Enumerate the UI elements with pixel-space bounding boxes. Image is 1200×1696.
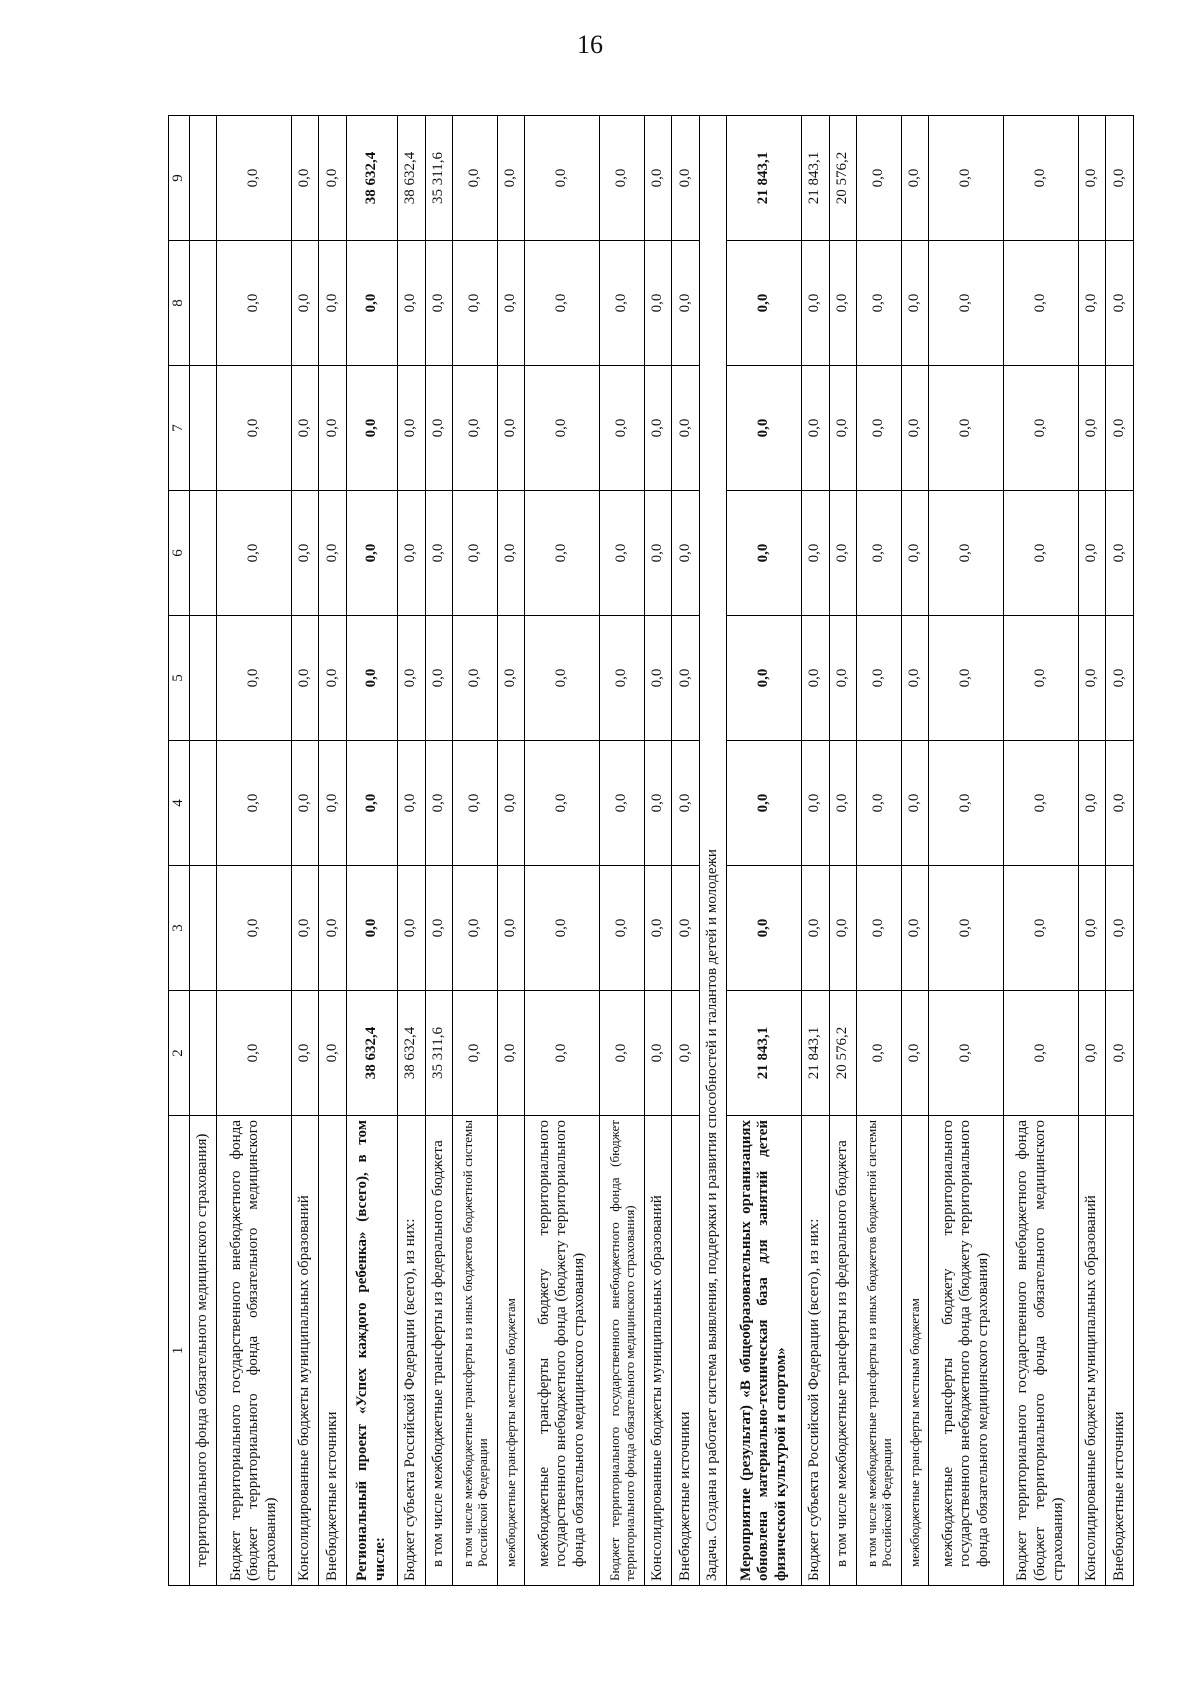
value-cell-col-2: 0,0 [525,991,600,1116]
value-cell-col-7 [189,366,217,491]
row-label: Внебюджетные источники [672,1116,700,1586]
value-cell-col-3: 0,0 [525,866,600,991]
table-row [727,116,802,1586]
value-cell-col-7: 0,0 [901,366,929,491]
value-cell-col-2: 0,0 [901,991,929,1116]
value-cell-col-9: 0,0 [291,116,319,241]
value-cell-col-6: 0,0 [497,491,525,616]
value-cell-col-7: 0,0 [497,366,525,491]
value-cell-col-5: 0,0 [929,616,1004,741]
value-cell-col-9: 0,0 [319,116,347,241]
table-row [397,116,425,1586]
value-cell-col-2: 21 843,1 [727,991,802,1116]
value-cell-col-6: 0,0 [929,491,1004,616]
value-cell-col-2: 21 843,1 [802,991,830,1116]
table-row [802,116,830,1586]
value-cell-col-5: 0,0 [346,616,397,741]
value-cell-col-5: 0,0 [291,616,319,741]
value-cell-col-6: 0,0 [291,491,319,616]
value-cell-col-5: 0,0 [802,616,830,741]
value-cell-col-7: 0,0 [1078,366,1106,491]
value-cell-col-6: 0,0 [1106,491,1134,616]
column-header-3: 3 [169,866,190,991]
value-cell-col-9: 0,0 [600,116,645,241]
value-cell-col-3: 0,0 [901,866,929,991]
value-cell-col-8: 0,0 [217,241,292,366]
value-cell-col-6: 0,0 [1004,491,1079,616]
value-cell-col-9: 0,0 [1106,116,1134,241]
value-cell-col-8 [189,241,217,366]
value-cell-col-9: 0,0 [672,116,700,241]
value-cell-col-4: 0,0 [644,741,672,866]
row-label: Консолидированные бюджеты муниципальных образований [1078,1116,1106,1586]
value-cell-col-7: 0,0 [672,366,700,491]
page-number: 16 [577,30,603,59]
table-row [644,116,672,1586]
value-cell-col-9: 35 311,6 [425,116,453,241]
value-cell-col-2: 0,0 [497,991,525,1116]
value-cell-col-9: 0,0 [1078,116,1106,241]
value-cell-col-5: 0,0 [829,616,857,741]
value-cell-col-5: 0,0 [857,616,902,741]
value-cell-col-4: 0,0 [291,741,319,866]
value-cell-col-8: 0,0 [397,241,425,366]
value-cell-col-3: 0,0 [217,866,292,991]
value-cell-col-8: 0,0 [1004,241,1079,366]
value-cell-col-3: 0,0 [857,866,902,991]
value-cell-col-8: 0,0 [672,241,700,366]
value-cell-col-9: 0,0 [857,116,902,241]
row-label: Бюджет территориального государственного внебюджетного фонда (бюджет территориального фонда обязательного медицинского страхования) [600,1116,645,1586]
value-cell-col-6: 0,0 [397,491,425,616]
value-cell-col-8: 0,0 [857,241,902,366]
value-cell-col-6: 0,0 [901,491,929,616]
value-cell-col-8: 0,0 [319,241,347,366]
value-cell-col-4: 0,0 [397,741,425,866]
value-cell-col-5: 0,0 [672,616,700,741]
value-cell-col-3: 0,0 [727,866,802,991]
value-cell-col-6: 0,0 [727,491,802,616]
value-cell-col-2: 0,0 [319,991,347,1116]
value-cell-col-6 [189,491,217,616]
value-cell-col-6: 0,0 [829,491,857,616]
row-label: Бюджет территориального государственного внебюджетного фонда (бюджет территориального фонда обязательного медицинского страхования) [1004,1116,1079,1586]
value-cell-col-9: 0,0 [217,116,292,241]
value-cell-col-2: 20 576,2 [829,991,857,1116]
value-cell-col-6: 0,0 [644,491,672,616]
value-cell-col-9: 21 843,1 [802,116,830,241]
value-cell-col-6: 0,0 [1078,491,1106,616]
value-cell-col-2: 0,0 [291,991,319,1116]
value-cell-col-9: 0,0 [929,116,1004,241]
table-row [217,116,292,1586]
value-cell-col-2: 35 311,6 [425,991,453,1116]
value-cell-col-9: 0,0 [1004,116,1079,241]
value-cell-col-3: 0,0 [672,866,700,991]
row-label: межбюджетные трансферты местным бюджетам [901,1116,929,1586]
value-cell-col-6: 0,0 [217,491,292,616]
row-label: Консолидированные бюджеты муниципальных образований [291,1116,319,1586]
rotated-table-wrapper [168,116,1134,1586]
value-cell-col-3: 0,0 [346,866,397,991]
value-cell-col-9: 38 632,4 [397,116,425,241]
value-cell-col-7: 0,0 [525,366,600,491]
value-cell-col-9: 21 843,1 [727,116,802,241]
table-row [857,116,902,1586]
value-cell-col-8: 0,0 [291,241,319,366]
value-cell-col-7: 0,0 [217,366,292,491]
row-label: Консолидированные бюджеты муниципальных образований [644,1116,672,1586]
row-label: территориального фонда обязательного медицинского страхования) [189,1116,217,1586]
table-row [497,116,525,1586]
value-cell-col-5: 0,0 [453,616,498,741]
value-cell-col-3 [189,866,217,991]
table-row [699,116,727,1586]
value-cell-col-2: 0,0 [857,991,902,1116]
value-cell-col-7: 0,0 [829,366,857,491]
row-label: Региональный проект «Успех каждого ребенка» (всего), в том числе: [346,1116,397,1586]
value-cell-col-3: 0,0 [497,866,525,991]
value-cell-col-4: 0,0 [600,741,645,866]
table-row [425,116,453,1586]
value-cell-col-4: 0,0 [453,741,498,866]
value-cell-col-8: 0,0 [829,241,857,366]
value-cell-col-7: 0,0 [600,366,645,491]
value-cell-col-9: 0,0 [453,116,498,241]
value-cell-col-6: 0,0 [346,491,397,616]
value-cell-col-9: 38 632,4 [346,116,397,241]
value-cell-col-4: 0,0 [319,741,347,866]
value-cell-col-5: 0,0 [901,616,929,741]
table-row [929,116,1004,1586]
value-cell-col-8: 0,0 [901,241,929,366]
value-cell-col-6: 0,0 [425,491,453,616]
table-row [600,116,645,1586]
value-cell-col-6: 0,0 [672,491,700,616]
table-row [1004,116,1079,1586]
value-cell-col-8: 0,0 [727,241,802,366]
column-header-7: 7 [169,366,190,491]
value-cell-col-5: 0,0 [497,616,525,741]
value-cell-col-3: 0,0 [1004,866,1079,991]
value-cell-col-5: 0,0 [1078,616,1106,741]
table-row [1078,116,1106,1586]
value-cell-col-4: 0,0 [901,741,929,866]
row-label: Бюджет территориального государственного внебюджетного фонда (бюджет территориального фонда обязательного медицинского страхования) [217,1116,292,1586]
row-label: межбюджетные трансферты бюджету территориального государственного внебюджетного фонда (бюджету территориального фонда обязательного медицинского страхования) [525,1116,600,1586]
value-cell-col-7: 0,0 [857,366,902,491]
value-cell-col-4: 0,0 [1078,741,1106,866]
value-cell-col-8: 0,0 [929,241,1004,366]
value-cell-col-8: 0,0 [346,241,397,366]
value-cell-col-2: 0,0 [1078,991,1106,1116]
value-cell-col-5: 0,0 [397,616,425,741]
table-row [829,116,857,1586]
value-cell-col-8: 0,0 [600,241,645,366]
column-header-4: 4 [169,741,190,866]
value-cell-col-3: 0,0 [397,866,425,991]
value-cell-col-7: 0,0 [1106,366,1134,491]
value-cell-col-2: 0,0 [672,991,700,1116]
table-row [319,116,347,1586]
value-cell-col-4: 0,0 [727,741,802,866]
row-label: Внебюджетные источники [1106,1116,1134,1586]
value-cell-col-3: 0,0 [600,866,645,991]
column-header-5: 5 [169,616,190,741]
row-label: в том числе межбюджетные трансферты из федерального бюджета [829,1116,857,1586]
value-cell-col-4: 0,0 [929,741,1004,866]
value-cell-col-9: 20 576,2 [829,116,857,241]
value-cell-col-6: 0,0 [802,491,830,616]
value-cell-col-3: 0,0 [802,866,830,991]
value-cell-col-6: 0,0 [857,491,902,616]
value-cell-col-5 [189,616,217,741]
value-cell-col-8: 0,0 [802,241,830,366]
value-cell-col-5: 0,0 [1106,616,1134,741]
value-cell-col-9: 0,0 [525,116,600,241]
table-body [189,116,1133,1586]
value-cell-col-9: 0,0 [497,116,525,241]
value-cell-col-2: 0,0 [1106,991,1134,1116]
value-cell-col-6: 0,0 [525,491,600,616]
row-label: в том числе межбюджетные трансферты из федерального бюджета [425,1116,453,1586]
value-cell-col-7: 0,0 [425,366,453,491]
table-row [346,116,397,1586]
value-cell-col-4: 0,0 [525,741,600,866]
value-cell-col-5: 0,0 [425,616,453,741]
value-cell-col-6: 0,0 [319,491,347,616]
value-cell-col-2: 38 632,4 [397,991,425,1116]
value-cell-col-4: 0,0 [425,741,453,866]
value-cell-col-7: 0,0 [929,366,1004,491]
value-cell-col-7: 0,0 [802,366,830,491]
value-cell-col-9: 0,0 [644,116,672,241]
value-cell-col-6: 0,0 [453,491,498,616]
row-label: Бюджет субъекта Российской Федерации (всего), из них: [802,1116,830,1586]
column-header-9: 9 [169,116,190,241]
value-cell-col-2: 0,0 [929,991,1004,1116]
value-cell-col-8: 0,0 [1078,241,1106,366]
value-cell-col-4 [189,741,217,866]
value-cell-col-5: 0,0 [644,616,672,741]
column-header-6: 6 [169,491,190,616]
value-cell-col-2: 0,0 [1004,991,1079,1116]
table-header-row [169,116,190,1586]
value-cell-col-7: 0,0 [1004,366,1079,491]
row-label: межбюджетные трансферты бюджету территориального государственного внебюджетного фонда (бюджету территориального фонда обязательного медицинского страхования) [929,1116,1004,1586]
value-cell-col-3: 0,0 [929,866,1004,991]
value-cell-col-5: 0,0 [600,616,645,741]
value-cell-col-2: 0,0 [453,991,498,1116]
value-cell-col-7: 0,0 [727,366,802,491]
column-header-2: 2 [169,991,190,1116]
column-header-1: 1 [169,1116,190,1586]
value-cell-col-8: 0,0 [644,241,672,366]
value-cell-col-8: 0,0 [525,241,600,366]
row-label: межбюджетные трансферты местным бюджетам [497,1116,525,1586]
table-row [1106,116,1134,1586]
table-row [525,116,600,1586]
row-label: Бюджет субъекта Российской Федерации (всего), из них: [397,1116,425,1586]
value-cell-col-4: 0,0 [672,741,700,866]
value-cell-col-3: 0,0 [453,866,498,991]
value-cell-col-6: 0,0 [600,491,645,616]
value-cell-col-4: 0,0 [1106,741,1134,866]
value-cell-col-8: 0,0 [1106,241,1134,366]
value-cell-col-3: 0,0 [829,866,857,991]
value-cell-col-7: 0,0 [453,366,498,491]
value-cell-col-3: 0,0 [319,866,347,991]
value-cell-col-7: 0,0 [291,366,319,491]
value-cell-col-5: 0,0 [217,616,292,741]
row-label: Мероприятие (результат) «В общеобразовательных организациях обновлена материально-техническая база для занятий детей физической культурой и спортом» [727,1116,802,1586]
row-label: Внебюджетные источники [319,1116,347,1586]
value-cell-col-4: 0,0 [497,741,525,866]
value-cell-col-4: 0,0 [217,741,292,866]
value-cell-col-5: 0,0 [319,616,347,741]
value-cell-col-8: 0,0 [497,241,525,366]
table-row [291,116,319,1586]
value-cell-col-2 [189,991,217,1116]
value-cell-col-4: 0,0 [857,741,902,866]
budget-table [168,115,1134,1586]
value-cell-col-5: 0,0 [727,616,802,741]
value-cell-col-4: 0,0 [1004,741,1079,866]
value-cell-col-3: 0,0 [425,866,453,991]
table-row [672,116,700,1586]
value-cell-col-7: 0,0 [397,366,425,491]
value-cell-col-7: 0,0 [319,366,347,491]
value-cell-col-4: 0,0 [346,741,397,866]
row-label: в том числе межбюджетные трансферты из иных бюджетов бюджетной системы Российской Федерации [453,1116,498,1586]
table-row [189,116,217,1586]
value-cell-col-7: 0,0 [644,366,672,491]
value-cell-col-2: 0,0 [600,991,645,1116]
value-cell-col-4: 0,0 [829,741,857,866]
value-cell-col-7: 0,0 [346,366,397,491]
table-row [901,116,929,1586]
value-cell-col-3: 0,0 [644,866,672,991]
row-label: Задача. Создана и работает система выявления, поддержки и развития способностей и талантов детей и молодежи [699,116,727,1586]
value-cell-col-2: 0,0 [644,991,672,1116]
value-cell-col-5: 0,0 [1004,616,1079,741]
value-cell-col-8: 0,0 [425,241,453,366]
table-row [453,116,498,1586]
value-cell-col-3: 0,0 [1106,866,1134,991]
value-cell-col-4: 0,0 [802,741,830,866]
value-cell-col-3: 0,0 [1078,866,1106,991]
value-cell-col-5: 0,0 [525,616,600,741]
value-cell-col-2: 38 632,4 [346,991,397,1116]
row-label: в том числе межбюджетные трансферты из иных бюджетов бюджетной системы Российской Федерации [857,1116,902,1586]
column-header-8: 8 [169,241,190,366]
value-cell-col-9 [189,116,217,241]
value-cell-col-3: 0,0 [291,866,319,991]
value-cell-col-9: 0,0 [901,116,929,241]
value-cell-col-8: 0,0 [453,241,498,366]
value-cell-col-2: 0,0 [217,991,292,1116]
